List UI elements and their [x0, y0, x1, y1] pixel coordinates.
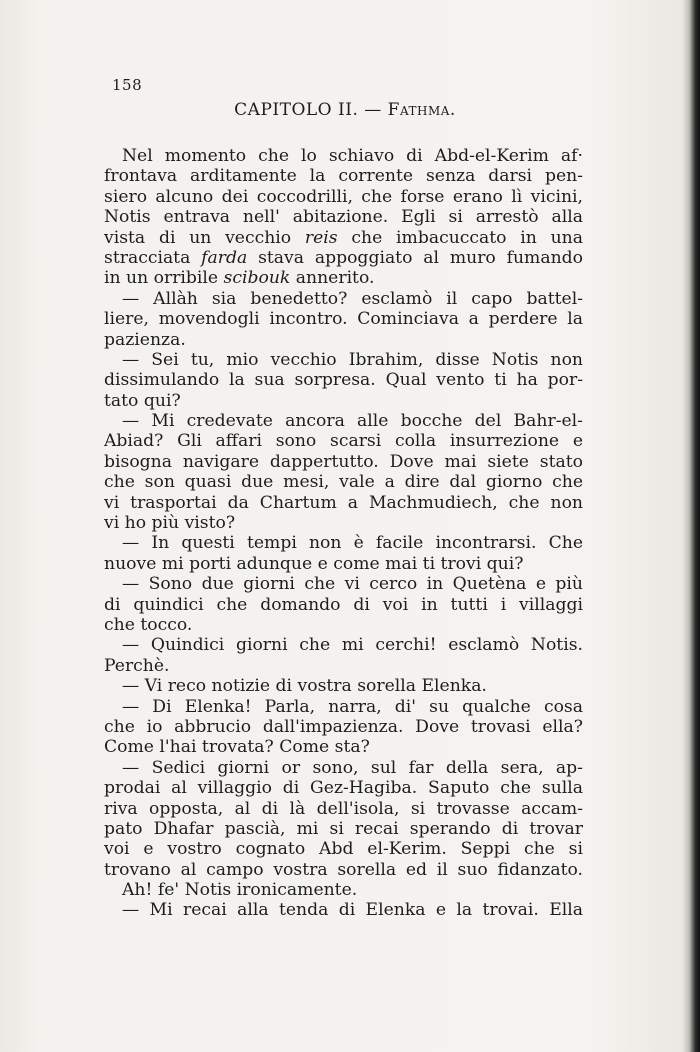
text-line: Come l'hai trovata? Come sta? — [104, 737, 370, 758]
text-line: vi trasportai da Chartum a Machmudiech, che non — [104, 492, 583, 513]
text-line: vista di un vecchio reis che imbacuccato in una — [104, 227, 583, 248]
text-line: — Vi reco notizie di vostra sorella Elenka. — [122, 676, 487, 697]
text-line: — Sei tu, mio vecchio Ibrahim, disse Notis non — [122, 349, 583, 370]
text-line: — Allàh sia benedetto? esclamò il capo battel- — [122, 288, 583, 309]
text-line: Perchè. — [104, 655, 170, 676]
page-number: 158 — [112, 76, 143, 94]
text-line: che tocco. — [104, 614, 193, 635]
binding-edge — [682, 0, 700, 1052]
running-head — [0, 100, 690, 120]
text-line: che io abbrucio dall'impazienza. Dove trovasi ella? — [104, 716, 583, 737]
text-line: Nel momento che lo schiavo di Abd-el-Kerim af· — [122, 146, 583, 166]
text-line: — Di Elenka! Parla, narra, di' su qualche cosa — [122, 696, 583, 717]
text-line: bisogna navigare dappertutto. Dove mai siete stato — [104, 451, 583, 472]
text-line: prodai al villaggio di Gez-Hagiba. Saputo che sulla — [104, 778, 583, 799]
text-line: in un orribile scibouk annerito. — [104, 268, 375, 289]
text-line: — Mi recai alla tenda di Elenka e la trovai. Ella — [122, 900, 583, 921]
text-line: vi ho più visto? — [104, 513, 236, 534]
body-text — [104, 146, 583, 921]
text-line: — Sedici giorni or sono, sul far della sera, ap- — [122, 757, 583, 778]
text-line: voi e vostro cognato Abd el-Kerim. Seppi che si — [104, 839, 583, 860]
text-line: che son quasi due mesi, vale a dire dal giorno che — [104, 472, 583, 493]
text-line: Ah! fe' Notis ironicamente. — [122, 880, 358, 901]
text-line: frontava arditamente la corrente senza darsi pen- — [104, 166, 583, 187]
text-line: — Quindici giorni che mi cerchi! esclamò Notis. — [122, 635, 583, 656]
text-line: stracciata farda stava appoggiato al muro fumando — [104, 247, 583, 268]
text-line: — In questi tempi non è facile incontrarsi. Che — [122, 533, 583, 554]
text-line: Abiad? Gli affari sono scarsi colla insurrezione e — [104, 431, 583, 452]
text-line: dissimulando la sua sorpresa. Qual vento ti ha por- — [104, 370, 583, 391]
text-line: Notis entrava nell' abitazione. Egli si arrestò alla — [104, 207, 583, 228]
italic-word: reis — [304, 227, 338, 248]
text-line: — Sono due giorni che vi cerco in Quetèna e più — [122, 574, 583, 595]
text-line: trovano al campo vostra sorella ed il suo fidanzato. — [104, 859, 583, 880]
italic-word: scibouk — [223, 268, 291, 289]
text-line: siero alcuno dei coccodrilli, che forse erano lì vicini, — [104, 186, 583, 207]
text-line: di quindici che domando di voi in tutti i villaggi — [104, 594, 583, 615]
text-line: riva opposta, al di là dell'isola, si trovasse accam- — [104, 798, 583, 819]
text-line: tato qui? — [104, 390, 181, 411]
text-line: liere, movendogli incontro. Cominciava a perdere la — [104, 309, 583, 330]
text-line: — Mi credevate ancora alle bocche del Bahr-el- — [122, 411, 583, 432]
italic-word: farda — [201, 247, 248, 268]
chapter-title: Fathma. — [387, 100, 456, 120]
text-line: nuove mi porti adunque e come mai ti trovi qui? — [104, 553, 524, 574]
chapter-label: CAPITOLO II. — — [234, 100, 388, 120]
text-line: pazienza. — [104, 329, 186, 350]
text-line: pato Dhafar pascià, mi si recai sperando di trovar — [104, 818, 583, 839]
